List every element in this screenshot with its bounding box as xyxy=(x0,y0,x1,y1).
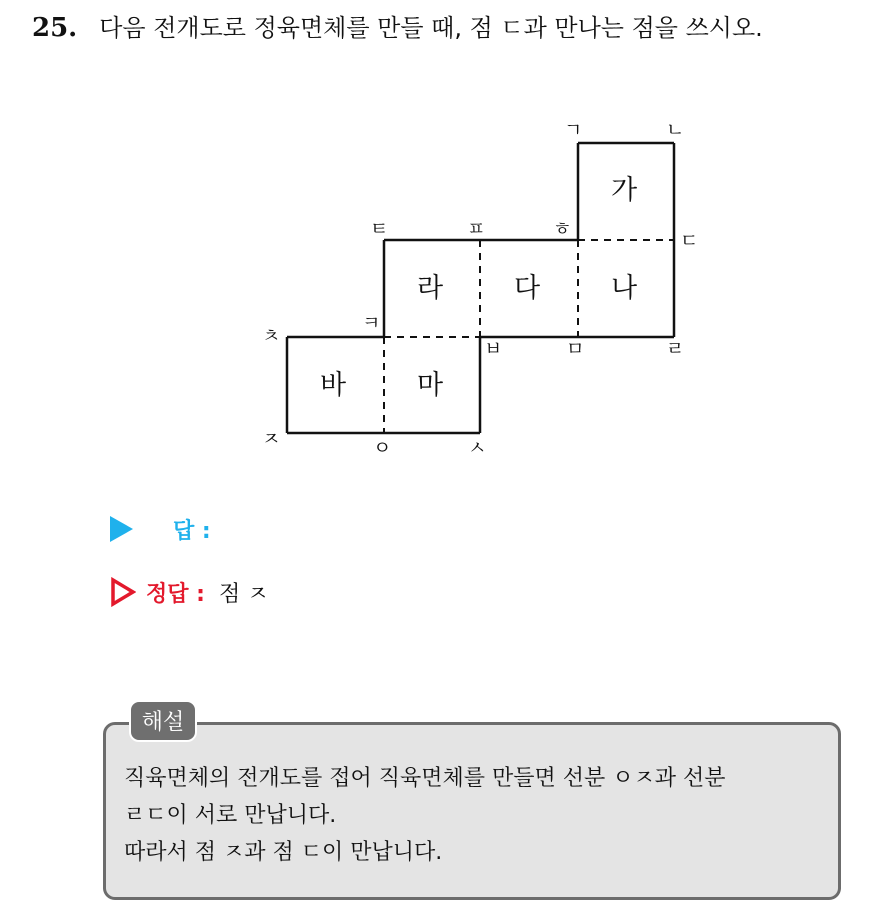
vertex-label-h: ㅎ xyxy=(553,218,572,240)
face-label-ba: 바 xyxy=(320,370,347,401)
face-label-ma: 마 xyxy=(417,370,444,401)
vertex-label-g: ㄱ xyxy=(564,119,583,141)
vertex-label-k: ㅋ xyxy=(362,312,381,334)
face-label-na: 나 xyxy=(611,273,638,304)
outline-play-marker-icon xyxy=(110,577,136,607)
vertex-label-b: ㅂ xyxy=(484,338,503,360)
answer-blank-row xyxy=(110,512,211,546)
vertex-label-d: ㄷ xyxy=(680,230,699,252)
vertex-label-s: ㅅ xyxy=(468,437,487,459)
play-marker-icon xyxy=(110,516,133,542)
vertex-label-j: ㅈ xyxy=(262,428,281,450)
face-label-ga: 가 xyxy=(611,175,638,206)
question-number: 25. xyxy=(32,13,78,43)
answer-label: 답 : xyxy=(173,518,211,544)
vertex-label-n: ㄴ xyxy=(666,119,685,141)
question-text: 다음 전개도로 정육면체를 만들 때, 점 ㄷ과 만나는 점을 쓰시오. xyxy=(99,14,763,42)
correct-answer-label: 정답 : xyxy=(146,581,205,607)
explanation-tab: 해설 xyxy=(129,700,197,742)
vertex-label-o: ㅇ xyxy=(373,437,392,459)
vertex-label-p: ㅍ xyxy=(467,218,486,240)
explanation-line: ㄹㄷ이 서로 만납니다. xyxy=(124,803,337,828)
vertex-label-m: ㅁ xyxy=(566,338,585,360)
correct-answer-value: 점 ㅈ xyxy=(218,581,269,607)
explanation-text xyxy=(124,760,824,871)
explanation-line: 직육면체의 전개도를 접어 직육면체를 만들면 선분 ㅇㅈ과 선분 xyxy=(124,766,726,791)
vertex-label-ch: ㅊ xyxy=(262,325,281,347)
face-label-ra: 라 xyxy=(417,273,444,304)
vertex-label-r: ㄹ xyxy=(666,338,685,360)
correct-answer-row xyxy=(110,575,268,609)
face-label-da: 다 xyxy=(514,273,541,304)
question xyxy=(32,10,763,46)
vertex-label-t: ㅌ xyxy=(370,218,389,240)
explanation-line: 따라서 점 ㅈ과 점 ㄷ이 만납니다. xyxy=(124,840,443,865)
